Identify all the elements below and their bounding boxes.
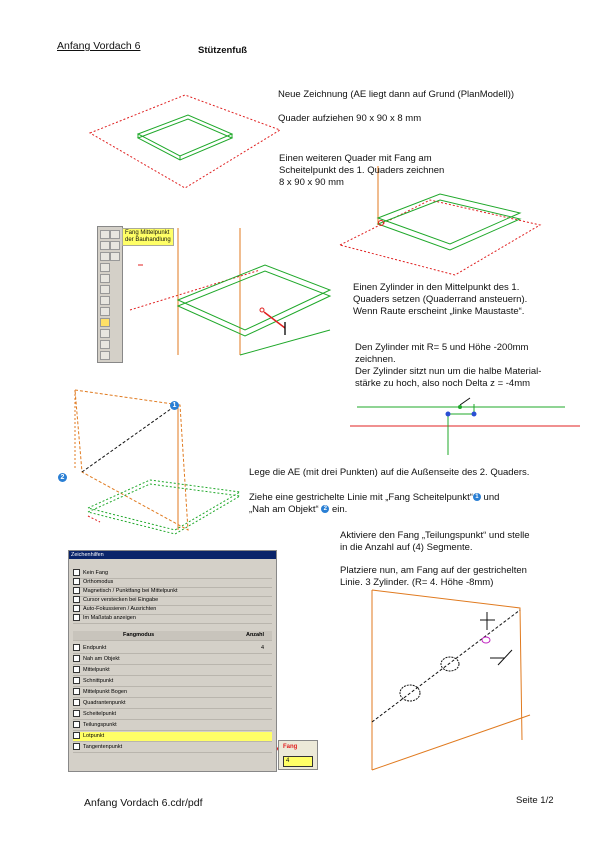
tool-icon[interactable] (110, 241, 120, 250)
tooltip-line: Fang Mittelpunkt (125, 230, 170, 236)
snap-popup-label: Fang (283, 744, 298, 750)
step-4-text: Den Zylinder mit R= 5 und Höhe -200mm (355, 342, 529, 353)
dialog-title: Zeichenhilfen (69, 551, 276, 559)
tool-icon[interactable] (100, 241, 110, 250)
dialog-row[interactable]: Orthomodus (73, 578, 272, 588)
dialog-row-highlighted[interactable]: Lotpunkt (73, 732, 272, 742)
dialog-row[interactable]: Schnittpunkt (73, 677, 272, 687)
snap-tooltip (122, 228, 174, 246)
step-8-text: Linie. 3 Zylinder. (R= 4. Höhe -8mm) (340, 577, 494, 588)
dialog-row[interactable]: Kein Fang (73, 569, 272, 579)
step-3-text: Quaders setzen (Quaderrand ansteuern). (353, 294, 528, 305)
figure-snap-midpoint (130, 228, 330, 355)
step-4-text: zeichnen. (355, 354, 396, 365)
marker-1-icon: 1 (170, 401, 179, 410)
step-3-text: Einen Zylinder in den Mittelpunkt des 1. (353, 282, 520, 293)
section-title: Stützenfuß (198, 45, 248, 56)
dialog-row[interactable]: Im Maßstab anzeigen (73, 614, 272, 624)
step-4-text: Der Zylinder sitzt nun um die halbe Material- (355, 366, 542, 377)
step-4-text: stärke zu hoch, also noch Delta z = -4mm (355, 378, 531, 389)
snap-popup (278, 740, 318, 770)
dialog-row[interactable]: Scheitelpunkt (73, 710, 272, 720)
tool-icon-active[interactable] (100, 318, 110, 327)
tool-icon[interactable] (100, 230, 110, 239)
dialog-row[interactable]: Nah am Objekt (73, 655, 272, 665)
step-5-text: Lege die AE (mit drei Punkten) auf die Außenseite des 2. Quaders. (249, 467, 530, 478)
step-1-text: Quader aufziehen 90 x 90 x 8 mm (278, 113, 422, 124)
footer-page: Seite 1/2 (516, 795, 554, 806)
tooltip-line: der Bauhandlung (125, 237, 171, 243)
marker-2-icon: 2 (58, 473, 67, 482)
step-7-text: Aktiviere den Fang „Teilungspunkt“ und stelle (340, 530, 530, 541)
snap-popup-value[interactable]: 4 (283, 756, 313, 767)
figure-cylinder-offset (350, 398, 580, 455)
dialog-row[interactable]: Teilungspunkt (73, 721, 272, 731)
dialog-row[interactable]: Endpunkt 4 (73, 644, 272, 654)
tool-icon[interactable] (100, 296, 110, 305)
step-6-text: Ziehe eine gestrichelte Linie mit „Fang Scheitelpunkt“ 1 und (249, 492, 500, 503)
tool-icon[interactable] (100, 285, 110, 294)
dialog-col-header: Fangmodus Anzahl (73, 631, 272, 641)
dialog-row[interactable]: Cursor verstecken bei Eingabe (73, 596, 272, 606)
doc-title: Anfang Vordach 6 (57, 40, 141, 52)
tool-icon[interactable] (110, 230, 120, 239)
dialog-row[interactable]: Auto-Fokussieren / Ausrichten (73, 605, 272, 615)
dialog-row[interactable]: Mittelpunkt Bogen (73, 688, 272, 698)
step-2-text: Einen weiteren Quader mit Fang am (279, 153, 432, 164)
tool-icon[interactable] (100, 351, 110, 360)
marker-2-icon: 2 (321, 505, 329, 513)
footer-file: Anfang Vordach 6.cdr/pdf (84, 797, 203, 809)
step-3-text: Wenn Raute erscheint „linke Maustaste“. (353, 306, 525, 317)
tool-icon[interactable] (100, 340, 110, 349)
step-6-text: „Nah am Objekt“ 2 ein. (249, 504, 348, 515)
toolbar-screenshot (97, 226, 123, 363)
dialog-row[interactable]: Tangentenpunkt (73, 743, 272, 753)
figure-box-2 (340, 166, 540, 275)
dialog-row[interactable]: Magnetisch / Punktfang bei Mittelpunkt (73, 587, 272, 597)
figure-box-1 (90, 95, 280, 188)
tool-icon[interactable] (100, 263, 110, 272)
step-7-text: in die Anzahl auf (4) Segmente. (340, 542, 473, 553)
step-2-text: 8 x 90 x 90 mm (279, 177, 344, 188)
tool-icon[interactable] (100, 329, 110, 338)
marker-1-icon: 1 (473, 493, 481, 501)
tool-icon[interactable] (100, 307, 110, 316)
figure-cylinders-on-line (372, 590, 530, 770)
snap-dialog (68, 550, 277, 772)
dialog-row[interactable]: Quadrantenpunkt (73, 699, 272, 709)
step-1-text: Neue Zeichnung (AE liegt dann auf Grund (PlanModell)) (278, 89, 515, 100)
tool-icon[interactable] (110, 252, 120, 261)
step-2-text: Scheitelpunkt des 1. Quaders zeichnen (279, 165, 445, 176)
tool-icon[interactable] (100, 252, 110, 261)
step-8-text: Platziere nun, am Fang auf der gestrichelten (340, 565, 527, 576)
figure-work-plane (75, 390, 240, 534)
dialog-row[interactable]: Mittelpunkt (73, 666, 272, 676)
tool-icon[interactable] (100, 274, 110, 283)
